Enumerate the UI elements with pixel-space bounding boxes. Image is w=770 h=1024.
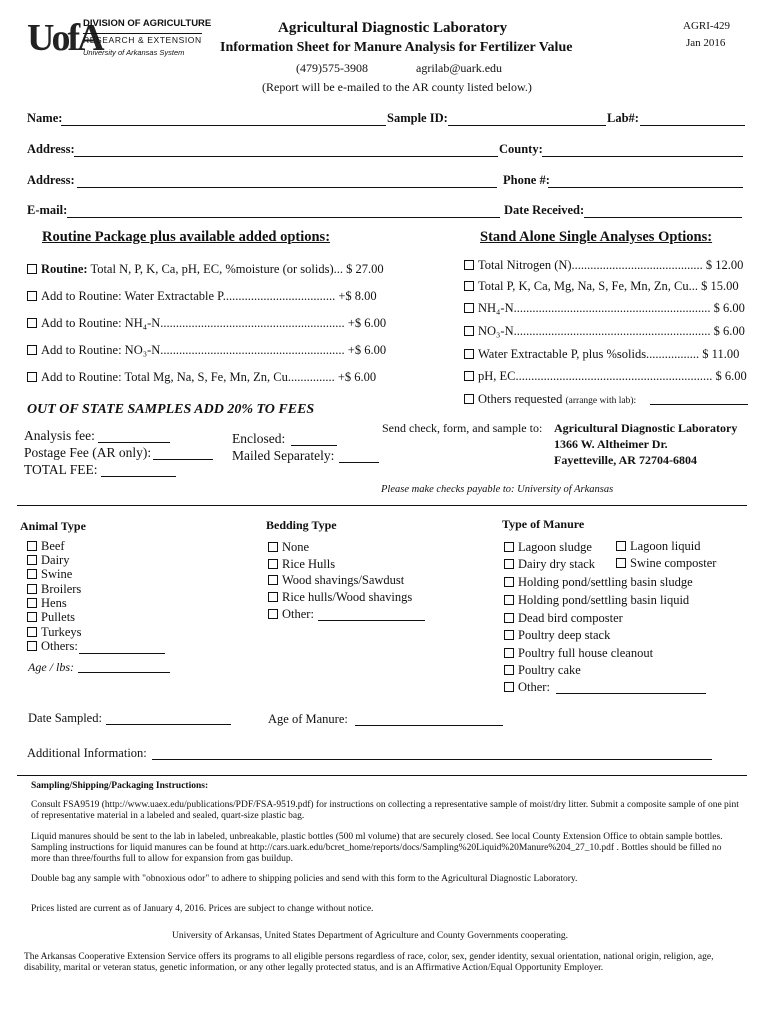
equal-opportunity-notice: The Arkansas Cooperative Extension Service offers its programs to all eligible persons regardless of race, color, sex, gender identity, sexual orientation, national origin, religion, age, disability, marital or veteran status, genetic information, or any other legally protected status, and is an Affirmative Action/Equal Opportunity Employer. xyxy=(24,952,714,973)
routine-heading: Routine Package plus available added options: xyxy=(42,229,331,245)
manure-full-house-label: Poultry full house cleanout xyxy=(518,646,654,660)
manure-type-heading: Type of Manure xyxy=(502,517,585,531)
bedding-none-checkbox[interactable] xyxy=(268,542,278,552)
animal-dairy[interactable] xyxy=(27,553,69,568)
phone-input[interactable] xyxy=(548,187,743,188)
postage-fee-label: Postage Fee (AR only): xyxy=(24,445,152,460)
routine-label: Routine: xyxy=(41,262,88,276)
logo-mark: UofA xyxy=(27,17,102,59)
animal-turkeys[interactable] xyxy=(27,625,82,640)
manure-pond-sludge[interactable] xyxy=(504,575,693,590)
address-label: Address: xyxy=(27,142,75,156)
postage-fee-input[interactable] xyxy=(153,459,213,460)
bedding-rice-hulls[interactable] xyxy=(268,557,335,572)
manure-poultry-cake-checkbox[interactable] xyxy=(504,665,514,675)
animal-others-checkbox[interactable] xyxy=(27,641,37,651)
analysis-fee-label: Analysis fee: xyxy=(24,428,95,443)
total-pk-checkbox[interactable] xyxy=(464,281,474,291)
others-requested-note: (arrange with lab): xyxy=(565,396,637,406)
add-water-p-text: Add to Routine: Water Extractable P.................................... +$ 8.00 xyxy=(41,289,377,303)
lab-address-line2: 1366 W. Altheimer Dr. xyxy=(554,437,668,451)
add-no3-text: Add to Routine: NO₃-N........................................................... +$ 6.00 xyxy=(41,343,387,357)
instructions-litter: Consult FSA9519 (http://www.uaex.edu/publications/PDF/FSA-9519.pdf) for instructions on collecting a representative sample of moist/dry litter. Submit a composite sample of one pint of representative material in a labeled and sealed, quart-size plastic bag. xyxy=(31,800,739,821)
bedding-rice-wood[interactable] xyxy=(268,590,412,605)
routine-option[interactable] xyxy=(27,262,384,277)
form-id: AGRI-429 xyxy=(683,20,731,32)
bedding-none-label: None xyxy=(282,540,310,554)
manure-other-label: Other: xyxy=(518,680,550,694)
bedding-type-heading: Bedding Type xyxy=(266,518,337,532)
bedding-none[interactable] xyxy=(268,540,309,555)
animal-others-label: Others: xyxy=(41,639,78,653)
manure-swine-composter[interactable] xyxy=(616,556,716,571)
animal-hens-label: Hens xyxy=(41,596,67,610)
email-label: E-mail: xyxy=(27,203,68,217)
add-no3-checkbox[interactable] xyxy=(27,345,37,355)
manure-swine-composter-checkbox[interactable] xyxy=(616,558,626,568)
address-input[interactable] xyxy=(74,156,498,157)
total-nitrogen-option[interactable] xyxy=(464,258,743,273)
bedding-wood-shavings-checkbox[interactable] xyxy=(268,575,278,585)
add-nh4-checkbox[interactable] xyxy=(27,318,37,328)
date-received-input[interactable] xyxy=(584,217,742,218)
email-input[interactable] xyxy=(67,217,500,218)
animal-swine[interactable] xyxy=(27,567,72,582)
section-divider xyxy=(17,505,747,506)
no3-option[interactable] xyxy=(464,324,745,339)
out-of-state-note: OUT OF STATE SAMPLES ADD 20% TO FEES xyxy=(27,402,315,417)
no3-text: NO₃-N............................................................... $ 6.00 xyxy=(478,324,745,338)
bedding-rice-hulls-checkbox[interactable] xyxy=(268,559,278,569)
manure-lagoon-liquid[interactable] xyxy=(616,539,700,554)
manure-poultry-cake-label: Poultry cake xyxy=(518,663,581,677)
bedding-other[interactable] xyxy=(268,607,314,622)
price-notice: Prices listed are current as of January 4, 2016. Prices are subject to change without notice. xyxy=(31,904,374,914)
add-water-p-option[interactable] xyxy=(27,289,377,304)
animal-dairy-label: Dairy xyxy=(41,553,70,567)
add-water-p-checkbox[interactable] xyxy=(27,291,37,301)
manure-full-house-checkbox[interactable] xyxy=(504,648,514,658)
animal-type-heading: Animal Type xyxy=(20,519,86,533)
manure-deep-stack-checkbox[interactable] xyxy=(504,630,514,640)
others-requested-option[interactable] xyxy=(464,392,636,407)
routine-checkbox[interactable] xyxy=(27,264,37,274)
animal-broilers-checkbox[interactable] xyxy=(27,584,37,594)
university-logo xyxy=(27,16,212,64)
bedding-other-input[interactable] xyxy=(318,620,425,621)
instructions-divider xyxy=(17,775,747,776)
animal-turkeys-label: Turkeys xyxy=(41,625,82,639)
mailed-separately-label: Mailed Separately: xyxy=(232,448,335,463)
lab-address-line1: Agricultural Diagnostic Laboratory xyxy=(554,421,738,435)
bedding-other-checkbox[interactable] xyxy=(268,609,278,619)
animal-pullets[interactable] xyxy=(27,610,75,625)
manure-dead-bird[interactable] xyxy=(504,611,623,626)
others-requested-checkbox[interactable] xyxy=(464,394,474,404)
manure-dairy-dry-stack-checkbox[interactable] xyxy=(504,559,514,569)
total-fee-label: TOTAL FEE: xyxy=(24,462,98,477)
phone-label: Phone #: xyxy=(503,173,550,187)
manure-pond-liquid-label: Holding pond/settling basin liquid xyxy=(518,593,690,607)
total-pk-text: Total P, K, Ca, Mg, Na, S, Fe, Mn, Zn, Cu... $ 15.00 xyxy=(478,279,739,293)
instructions-liquid: Liquid manures should be sent to the lab in labeled, unbreakable, plastic bottles (500 ml volume) that are securely closed. See local County Extension Office to obtain sample bottles. Sampling instructions for liquid manures can be found at http://cars.uark.edu/bcret_home/reports/docs/Sampling%20Liquid%20Manure%204_27_10.pdf . Bottles should be filled no more than three/fourths full to allow for expansion from gas buildup. xyxy=(31,832,723,864)
additional-info-input[interactable] xyxy=(152,759,712,760)
lab-address-line3: Fayetteville, AR 72704-6804 xyxy=(554,453,697,467)
water-p-checkbox[interactable] xyxy=(464,349,474,359)
animal-pullets-checkbox[interactable] xyxy=(27,612,37,622)
animal-pullets-label: Pullets xyxy=(41,610,76,624)
instructions-heading: Sampling/Shipping/Packaging Instructions: xyxy=(31,781,209,791)
instructions-odor: Double bag any sample with "obnoxious odor" to adhere to shipping policies and send with this form to the Agricultural Diagnostic Laboratory. xyxy=(31,874,578,884)
manure-full-house[interactable] xyxy=(504,646,653,661)
add-metals-checkbox[interactable] xyxy=(27,372,37,382)
bedding-other-label: Other: xyxy=(282,607,314,621)
animal-others[interactable] xyxy=(27,639,78,654)
sample-id-label: Sample ID: xyxy=(387,111,448,125)
age-of-manure-input[interactable] xyxy=(355,725,503,726)
total-fee-input[interactable] xyxy=(101,476,176,477)
bedding-rice-hulls-label: Rice Hulls xyxy=(282,557,336,571)
age-of-manure-label: Age of Manure: xyxy=(268,712,348,726)
manure-lagoon-liquid-checkbox[interactable] xyxy=(616,541,626,551)
add-nh4-option[interactable] xyxy=(27,316,386,331)
logo-line2: RESEARCH & EXTENSION xyxy=(83,35,202,45)
send-to-label: Send check, form, and sample to: xyxy=(382,421,543,435)
add-metals-text: Add to Routine: Total Mg, Na, S, Fe, Mn, Zn, Cu............... +$ 6.00 xyxy=(41,370,377,384)
manure-deep-stack[interactable] xyxy=(504,628,610,643)
payable-note: Please make checks payable to: University of Arkansas xyxy=(381,484,614,495)
additional-info-label: Additional Information: xyxy=(27,746,147,760)
animal-turkeys-checkbox[interactable] xyxy=(27,627,37,637)
report-note: (Report will be e-mailed to the AR county listed below.) xyxy=(262,80,532,94)
manure-pond-liquid-checkbox[interactable] xyxy=(504,595,514,605)
manure-poultry-cake[interactable] xyxy=(504,663,581,678)
age-lbs-input[interactable] xyxy=(78,672,170,673)
manure-dead-bird-label: Dead bird composter xyxy=(518,611,623,625)
sample-id-input[interactable] xyxy=(448,125,606,126)
manure-pond-liquid[interactable] xyxy=(504,593,689,608)
nh4-text: NH₄-N............................................................... $ 6.00 xyxy=(478,301,745,315)
total-nitrogen-text: Total Nitrogen (N).......................................... $ 12.00 xyxy=(478,258,744,272)
animal-beef-label: Beef xyxy=(41,539,65,553)
manure-dairy-dry-stack-label: Dairy dry stack xyxy=(518,557,596,571)
date-sampled-label: Date Sampled: xyxy=(28,711,102,725)
county-input[interactable] xyxy=(542,156,743,157)
bedding-rice-wood-checkbox[interactable] xyxy=(268,592,278,602)
animal-dairy-checkbox[interactable] xyxy=(27,555,37,565)
animal-hens-checkbox[interactable] xyxy=(27,598,37,608)
animal-broilers-label: Broilers xyxy=(41,582,82,596)
ph-ec-checkbox[interactable] xyxy=(464,371,474,381)
add-no3-option[interactable] xyxy=(27,343,386,358)
animal-others-input[interactable] xyxy=(79,653,165,654)
lab-number-label: Lab#: xyxy=(607,111,639,125)
others-requested-label: Others requested xyxy=(478,392,563,406)
lab-email: agrilab@uark.edu xyxy=(416,61,503,75)
manure-dairy-dry-stack[interactable] xyxy=(504,557,595,572)
address2-label: Address: xyxy=(27,173,75,187)
routine-text: Total N, P, K, Ca, pH, EC, %moisture (or solids)... $ 27.00 xyxy=(90,262,384,276)
manure-other-input[interactable] xyxy=(556,693,706,694)
add-nh4-text: Add to Routine: NH₄-N........................................................... +$ 6.00 xyxy=(41,316,387,330)
enclosed-label: Enclosed: xyxy=(232,431,286,446)
form-date: Jan 2016 xyxy=(686,37,726,49)
bedding-rice-wood-label: Rice hulls/Wood shavings xyxy=(282,590,413,604)
animal-beef[interactable] xyxy=(27,539,65,554)
manure-other[interactable] xyxy=(504,680,550,695)
animal-beef-checkbox[interactable] xyxy=(27,541,37,551)
nh4-checkbox[interactable] xyxy=(464,303,474,313)
lab-phone: (479)575-3908 xyxy=(296,61,368,75)
mailed-separately-input[interactable] xyxy=(339,462,379,463)
no3-checkbox[interactable] xyxy=(464,326,474,336)
total-nitrogen-checkbox[interactable] xyxy=(464,260,474,270)
address2-input[interactable] xyxy=(77,187,497,188)
nh4-option[interactable] xyxy=(464,301,745,316)
manure-dead-bird-checkbox[interactable] xyxy=(504,613,514,623)
manure-lagoon-sludge-label: Lagoon sludge xyxy=(518,540,592,554)
logo-line3: University of Arkansas System xyxy=(83,48,185,57)
form-subtitle: Information Sheet for Manure Analysis for Fertilizer Value xyxy=(220,40,573,55)
name-input[interactable] xyxy=(61,125,386,126)
manure-pond-sludge-label: Holding pond/settling basin sludge xyxy=(518,575,693,589)
analysis-fee-input[interactable] xyxy=(98,442,170,443)
water-p-option[interactable] xyxy=(464,347,739,362)
manure-lagoon-sludge[interactable] xyxy=(504,540,592,555)
others-requested-input[interactable] xyxy=(650,404,748,405)
ph-ec-option[interactable] xyxy=(464,369,747,384)
county-label: County: xyxy=(499,142,543,156)
water-p-text: Water Extractable P, plus %solids................. $ 11.00 xyxy=(478,347,740,361)
manure-deep-stack-label: Poultry deep stack xyxy=(518,628,611,642)
lab-number-input[interactable] xyxy=(640,125,745,126)
form-title: Agricultural Diagnostic Laboratory xyxy=(278,20,508,36)
name-label: Name: xyxy=(27,111,63,125)
animal-swine-label: Swine xyxy=(41,567,73,581)
manure-swine-composter-label: Swine composter xyxy=(630,556,717,570)
manure-other-checkbox[interactable] xyxy=(504,682,514,692)
total-pk-option[interactable] xyxy=(464,279,739,294)
bedding-wood-shavings-label: Wood shavings/Sawdust xyxy=(282,573,405,587)
add-metals-option[interactable] xyxy=(27,370,376,385)
manure-lagoon-liquid-label: Lagoon liquid xyxy=(630,539,701,553)
date-received-label: Date Received: xyxy=(504,203,585,217)
logo-line1: DIVISION OF AGRICULTURE xyxy=(83,18,212,29)
standalone-heading: Stand Alone Single Analyses Options: xyxy=(480,229,713,245)
manure-pond-sludge-checkbox[interactable] xyxy=(504,577,514,587)
manure-lagoon-sludge-checkbox[interactable] xyxy=(504,542,514,552)
animal-broilers[interactable] xyxy=(27,582,81,597)
animal-hens[interactable] xyxy=(27,596,67,611)
date-sampled-input[interactable] xyxy=(106,724,231,725)
age-lbs-label: Age / lbs: xyxy=(28,660,74,674)
bedding-wood-shavings[interactable] xyxy=(268,573,404,588)
animal-swine-checkbox[interactable] xyxy=(27,569,37,579)
enclosed-input[interactable] xyxy=(291,445,337,446)
cooperating-notice: University of Arkansas, United States Department of Agriculture and County Governments cooperating. xyxy=(172,931,569,941)
ph-ec-text: pH, EC............................................................... $ 6.00 xyxy=(478,369,747,383)
